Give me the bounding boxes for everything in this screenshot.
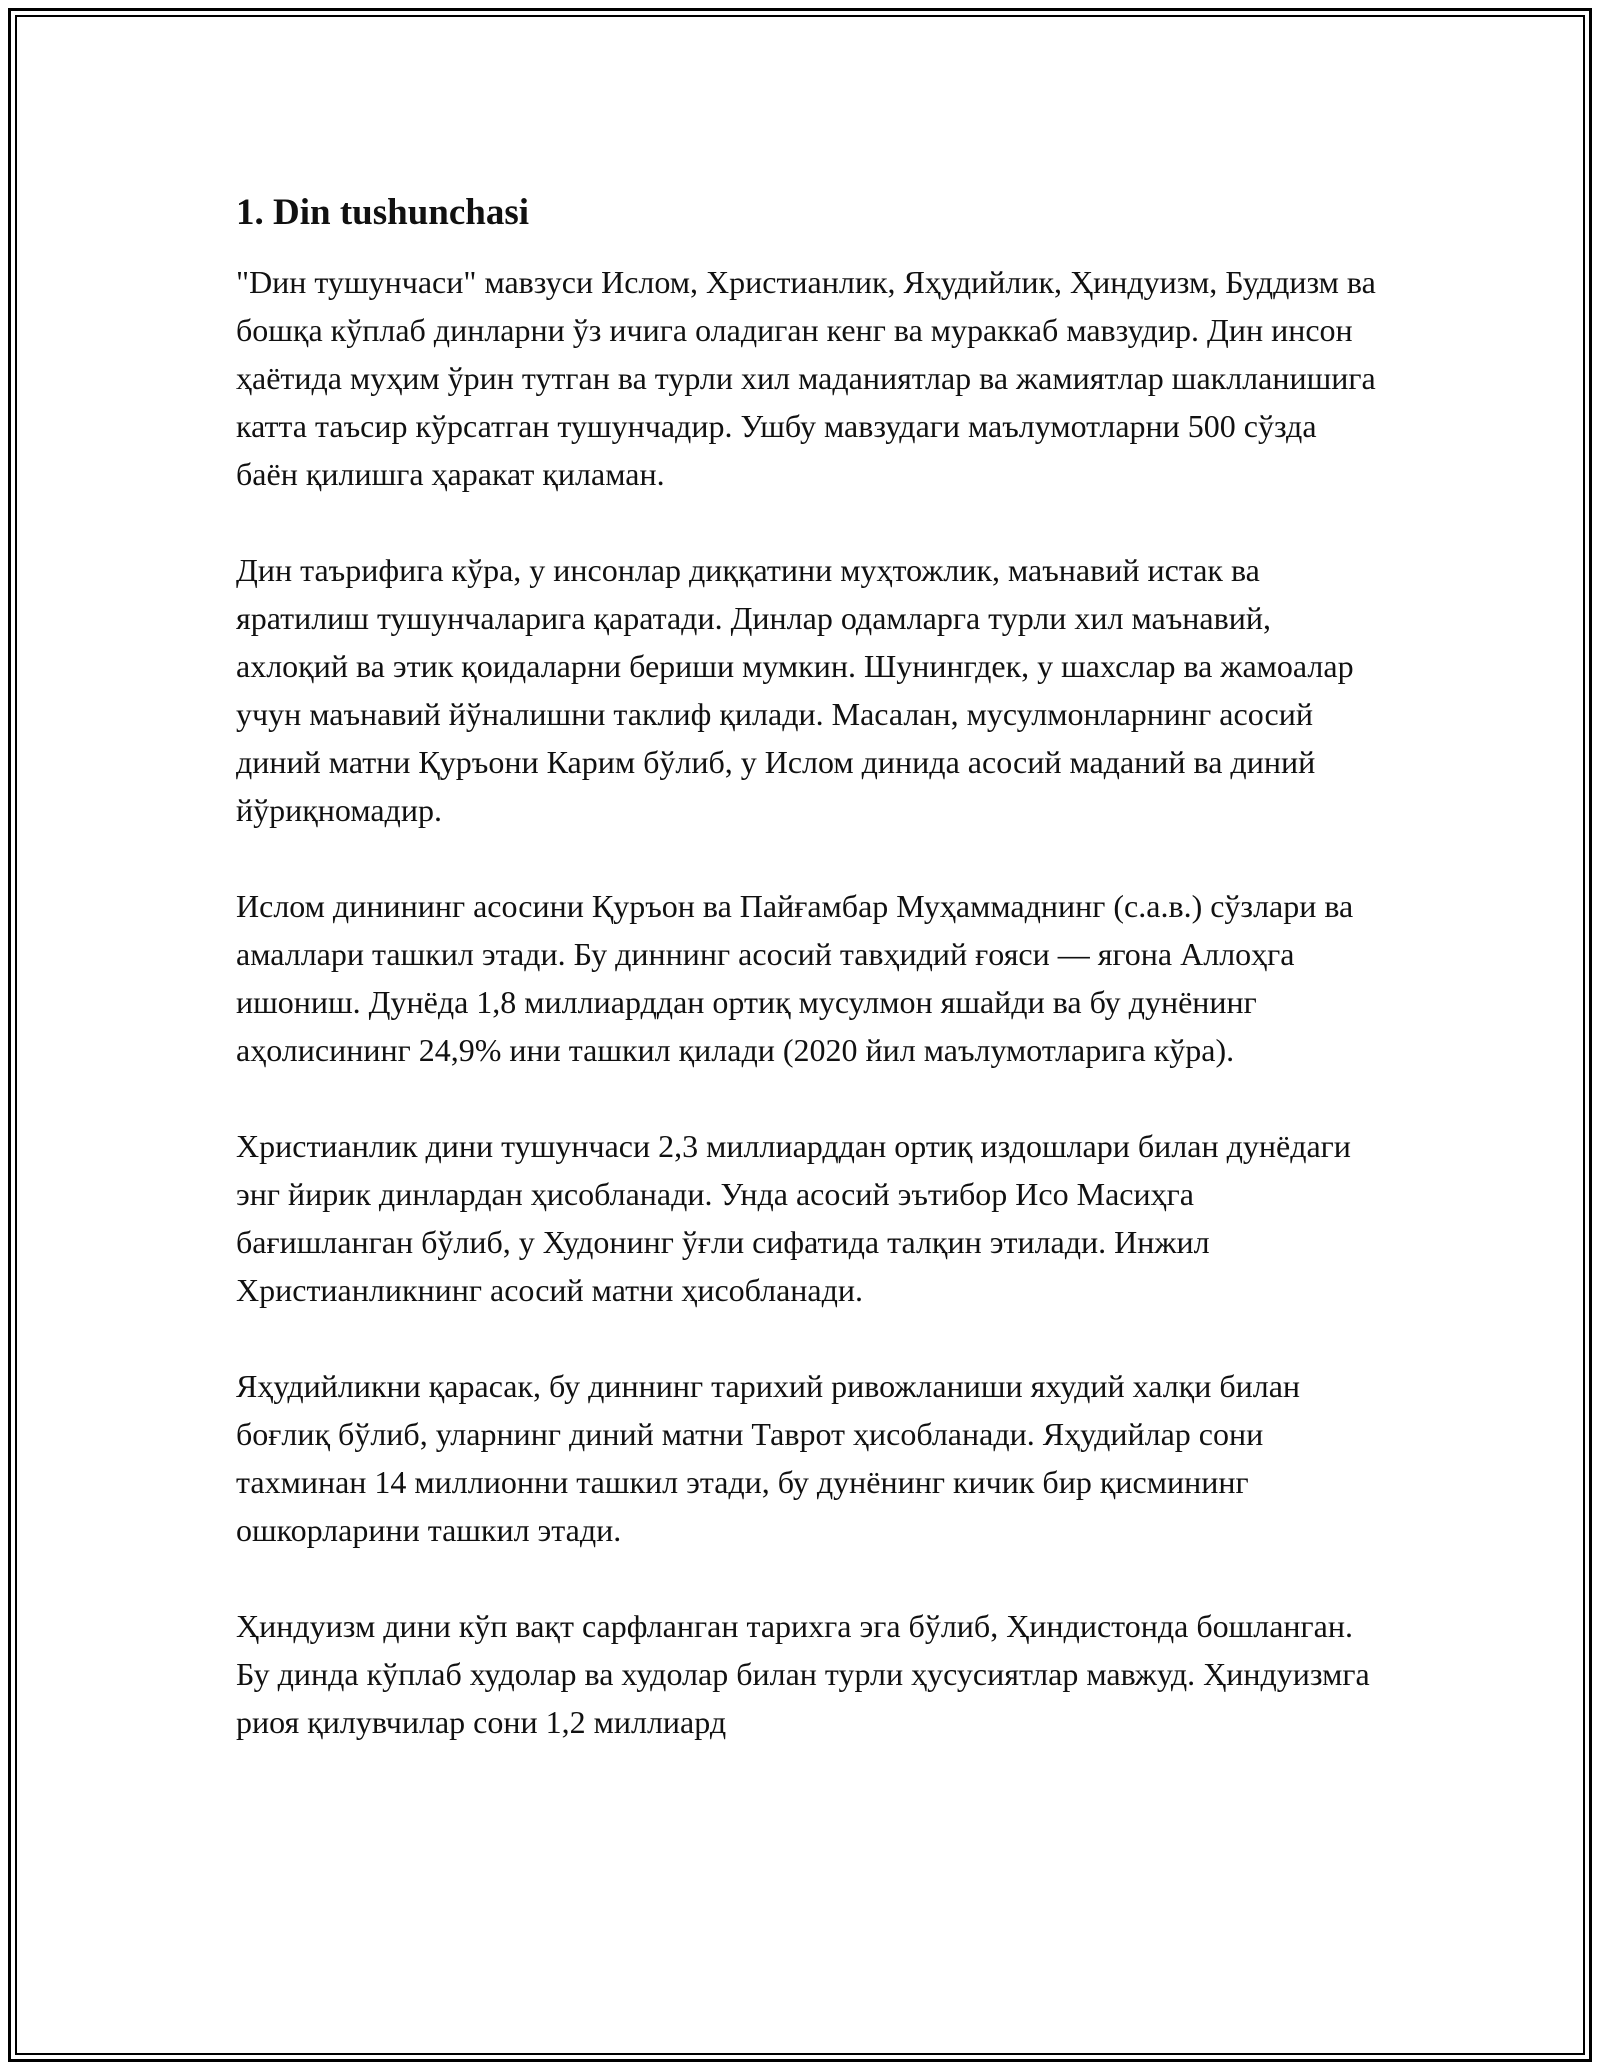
section-heading: 1. Din tushunchasi [236, 192, 530, 233]
paragraph-definition: Дин таърифига кўра, у инсонлар диққатини муҳтожлик, маънавий истак ва яратилиш тушунчаларига қаратади. Динлар одамларга турли хил маънавий, ахлоқий ва этик қоидаларни бериши мумкин. Шунингдек, у шахслар ва жамоалар учун маънавий йўналишни таклиф қилади. Масалан, мусулмонларнинг асосий диний матни Қуръони Карим бўлиб, у Ислом динида асосий маданий ва диний йўриқномадир. [236, 552, 1354, 828]
paragraph-hinduism: Ҳиндуизм дини кўп вақт сарфланган тарихга эга бўлиб, Ҳиндистонда бошланган. Бу динда кўплаб худолар ва худолар билан турли ҳусусиятлар мавжуд. Ҳиндуизмга риоя қилувчилар сони 1,2 миллиард [236, 1608, 1370, 1740]
paragraph-intro: "Dин тушунчаси" мавзуси Ислом, Христианлик, Яҳудийлик, Ҳиндуизм, Буддизм ва бошқа кўплаб динларни ўз ичига оладиган кенг ва мураккаб мавзудир. Дин инсон ҳаётида муҳим ўрин тутган ва турли хил маданиятлар ва жамиятлар шаклланишига катта таъсир кўрсатган тушунчадир. Ушбу мавзудаги маълумотларни 500 сўзда баён қилишга ҳаракат қиламан. [236, 264, 1376, 492]
paragraph-islam: Ислом динининг асосини Қуръон ва Пайғамбар Муҳаммаднинг (с.а.в.) сўзлари ва амаллари ташкил этади. Бу диннинг асосий тавҳидий ғояси — ягона Аллоҳга ишониш. Дунёда 1,8 миллиарддан ортиқ мусулмон яшайди ва бу дунёнинг аҳолисининг 24,9% ини ташкил қилади (2020 йил маълумотларига кўра). [236, 888, 1354, 1068]
paragraph-judaism: Яҳудийликни қарасак, бу диннинг тарихий ривожланиши яхудий халқи билан боғлиқ бўлиб, уларнинг диний матни Таврот ҳисобланади. Яҳудийлар сони тахминан 14 миллионни ташкил этади, бу дунёнинг кичик бир қисмининг ошкорларини ташкил этади. [236, 1368, 1301, 1548]
paragraph-christianity: Христианлик дини тушунчаси 2,3 миллиарддан ортиқ издошлари билан дунёдаги энг йирик динлардан ҳисобланади. Унда асосий эътибор Исо Масиҳга бағишланган бўлиб, у Худонинг ўғли сифатида талқин этилади. Инжил Христианликнинг асосий матни ҳисобланади. [236, 1128, 1351, 1308]
document-body [236, 188, 1376, 1794]
